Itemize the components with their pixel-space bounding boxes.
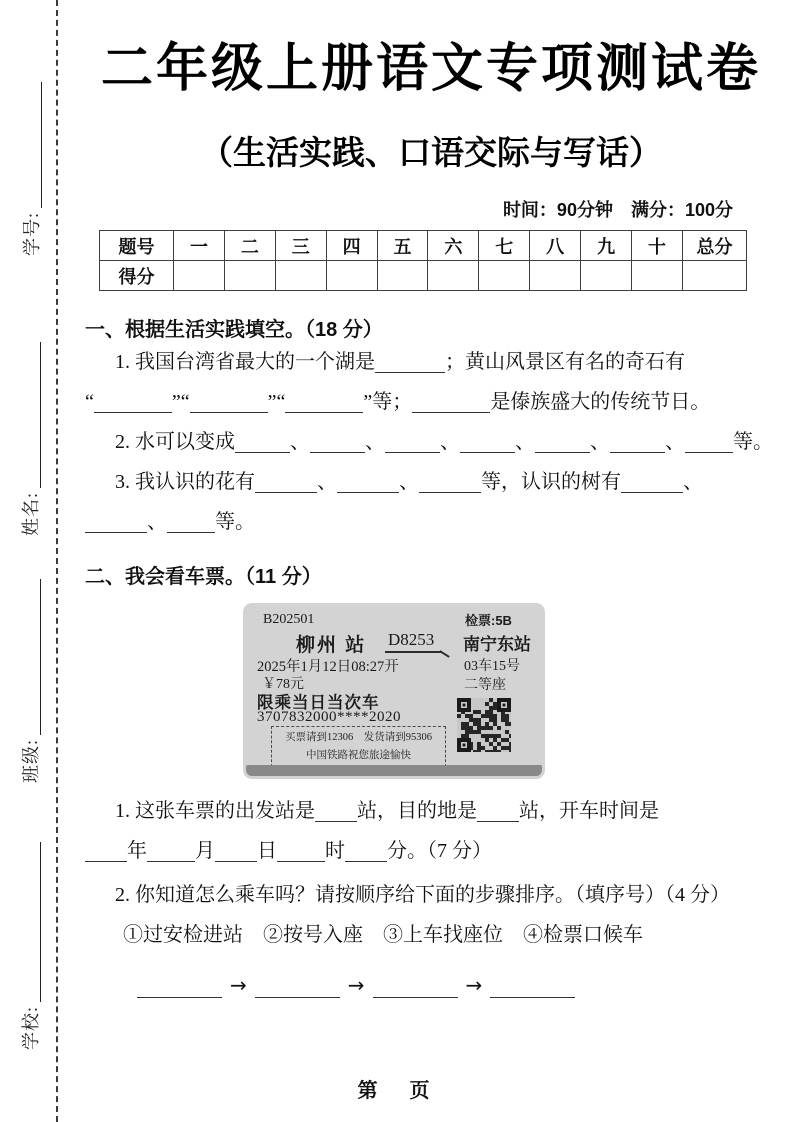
- score-table-header-cell: 一: [174, 231, 225, 261]
- score-table: [99, 230, 747, 291]
- score-table-header-cell: 八: [530, 231, 581, 261]
- ticket-serial: B202501: [263, 612, 315, 627]
- question-line: [85, 382, 777, 422]
- question-line: [85, 875, 777, 915]
- answer-blank: [535, 431, 590, 453]
- question-text: 、: [590, 431, 610, 453]
- score-cell: [224, 261, 275, 291]
- ticket-carriage-seat: 03车15号: [464, 659, 520, 674]
- ticket-tip-line2: 中国铁路祝您旅途愉快: [306, 750, 411, 762]
- ticket-tip-box: [271, 726, 446, 767]
- answer-blank: [167, 511, 215, 533]
- section1-heading: 一、根据生活实践填空。（18 分）: [85, 319, 383, 341]
- answer-blank: [255, 471, 317, 493]
- ticket-from-station: 柳州 站: [296, 635, 367, 656]
- question-text: ①过安检进站 ②按号入座 ③上车找座位 ④检票口候车: [123, 924, 643, 946]
- question-text: 分。（7 分）: [387, 840, 492, 862]
- answer-blank: [310, 431, 365, 453]
- exam-paper: [85, 0, 777, 1007]
- question-line: [85, 462, 777, 502]
- question-text: 2. 水可以变成: [115, 431, 235, 453]
- question-text: ”等；: [363, 391, 413, 413]
- answer-blank: [419, 471, 481, 493]
- score-cell: [581, 261, 632, 291]
- question-text: “: [85, 391, 94, 413]
- page-subtitle: （生活实践、口语交际与写话）: [200, 134, 662, 171]
- question-text: 等。: [733, 431, 773, 453]
- question-text: 、: [683, 471, 703, 493]
- question-text: 1. 这张车票的出发站是: [115, 800, 315, 822]
- question-text: 、: [665, 431, 685, 453]
- ticket-check-gate: 检票:5B: [465, 613, 512, 628]
- score-table-header-cell: 六: [428, 231, 479, 261]
- ticket-to-station: 南宁东站: [463, 635, 531, 654]
- score-cell: [632, 261, 683, 291]
- ordering-answer-line: [85, 965, 777, 1007]
- answer-blank: [315, 800, 357, 822]
- arrow-glyph: →: [465, 973, 483, 997]
- answer-blank: [490, 976, 575, 998]
- page-title: 二年级上册语文专项测试卷: [100, 40, 761, 98]
- question-text: 、: [317, 471, 337, 493]
- answer-blank: [255, 976, 340, 998]
- question-text: 2. 你知道怎么乘车吗？请按顺序给下面的步骤排序。（填序号）（4 分）: [115, 884, 730, 906]
- answer-blank: [373, 976, 458, 998]
- answer-blank: [460, 431, 515, 453]
- arrow-glyph: →: [347, 973, 365, 997]
- question-text: 3. 我认识的花有: [115, 471, 255, 493]
- score-table-score-row: [100, 261, 747, 291]
- binding-dashed-line: [56, 0, 58, 1122]
- question-text: ”“: [267, 391, 286, 413]
- question-text: ”“: [171, 391, 190, 413]
- answer-blank: [235, 431, 290, 453]
- answer-blank: [137, 976, 222, 998]
- margin-field-school: [15, 830, 45, 1050]
- train-ticket: [243, 603, 545, 779]
- score-cell: [326, 261, 377, 291]
- score-row-label: 得分: [100, 261, 174, 291]
- answer-blank: [337, 471, 399, 493]
- score-table-header-cell: 五: [377, 231, 428, 261]
- score-table-header-cell: 七: [479, 231, 530, 261]
- margin-blank-line: [19, 579, 41, 735]
- score-table-header-cell: 九: [581, 231, 632, 261]
- question-text: 月: [195, 840, 215, 862]
- ticket-id-number: 3707832000****2020: [257, 709, 401, 725]
- page-footer: 第 页: [357, 1080, 436, 1102]
- answer-blank: [477, 800, 519, 822]
- score-cell: [428, 261, 479, 291]
- ticket-notice: 限乘当日当次车: [257, 694, 380, 712]
- question-line: [85, 422, 777, 462]
- question-text: 是傣族盛大的传统节日。: [490, 391, 711, 413]
- score-table-header-row: [100, 231, 747, 261]
- ticket-price: ￥78元: [262, 677, 304, 692]
- ticket-bottom-strip: [246, 765, 542, 776]
- answer-blank: [147, 840, 195, 862]
- question-text: 、: [515, 431, 535, 453]
- margin-field-name: [15, 330, 45, 536]
- question-text: 、: [147, 511, 167, 533]
- question-text: 年: [127, 840, 147, 862]
- answer-blank: [610, 431, 665, 453]
- arrow-glyph: →: [230, 973, 247, 997]
- answer-blank: [285, 391, 363, 413]
- answer-blank: [685, 431, 733, 453]
- question-line: [85, 342, 777, 382]
- question-text: 、: [365, 431, 385, 453]
- margin-label: 学号:: [22, 211, 42, 256]
- score-cell: [683, 261, 747, 291]
- question-text: 站，目的地是: [357, 800, 477, 822]
- qr-code: [457, 698, 511, 752]
- question-line: [85, 915, 777, 955]
- margin-blank-line: [19, 842, 41, 1002]
- answer-blank: [621, 471, 683, 493]
- score-table-header-cell: 总分: [683, 231, 747, 261]
- answer-blank: [375, 351, 445, 373]
- margin-blank-line: [20, 82, 42, 208]
- score-table-header-cell: 题号: [100, 231, 174, 261]
- question-text: 日: [257, 840, 277, 862]
- question-text: 等，认识的树有: [481, 471, 621, 493]
- question-text: 、: [440, 431, 460, 453]
- question-line: [85, 502, 777, 542]
- exam-meta: 时间：90分钟 满分：100分: [502, 200, 733, 220]
- question-text: 1. 我国台湾省最大的一个湖是: [115, 351, 375, 373]
- margin-label: 姓名:: [21, 491, 41, 536]
- score-cell: [479, 261, 530, 291]
- answer-blank: [215, 840, 257, 862]
- answer-blank: [85, 511, 147, 533]
- answer-blank: [345, 840, 387, 862]
- question-text: 等。: [215, 511, 255, 533]
- margin-field-student-id: [16, 70, 46, 256]
- score-table-header-cell: 三: [275, 231, 326, 261]
- score-cell: [377, 261, 428, 291]
- answer-blank: [277, 840, 325, 862]
- question-line: [85, 831, 777, 871]
- question-line: [85, 791, 777, 831]
- question-text: 时: [325, 840, 345, 862]
- answer-blank: [385, 431, 440, 453]
- section2-heading: 二、我会看车票。（11 分）: [85, 566, 322, 588]
- margin-field-class: [15, 567, 45, 783]
- ticket-seat-class: 二等座: [464, 678, 506, 693]
- score-table-header-cell: 四: [326, 231, 377, 261]
- ticket-departure-time: 2025年1月12日08:27开: [257, 659, 399, 675]
- margin-blank-line: [19, 342, 41, 488]
- answer-blank: [190, 391, 268, 413]
- question-text: 站，开车时间是: [519, 800, 659, 822]
- question-text: ；黄山风景区有名的奇石有: [445, 351, 685, 373]
- score-cell: [174, 261, 225, 291]
- score-cell: [275, 261, 326, 291]
- score-table-header-cell: 二: [224, 231, 275, 261]
- question-text: 、: [399, 471, 419, 493]
- answer-blank: [412, 391, 490, 413]
- answer-blank: [85, 840, 127, 862]
- answer-blank: [94, 391, 172, 413]
- score-cell: [530, 261, 581, 291]
- question-text: 、: [290, 431, 310, 453]
- ticket-train-number: D8253: [385, 630, 442, 653]
- margin-label: 班级:: [21, 738, 41, 783]
- ticket-tip-line1: 买票请到12306 发货请到95306: [285, 732, 432, 743]
- margin-label: 学校:: [21, 1005, 41, 1050]
- score-table-header-cell: 十: [632, 231, 683, 261]
